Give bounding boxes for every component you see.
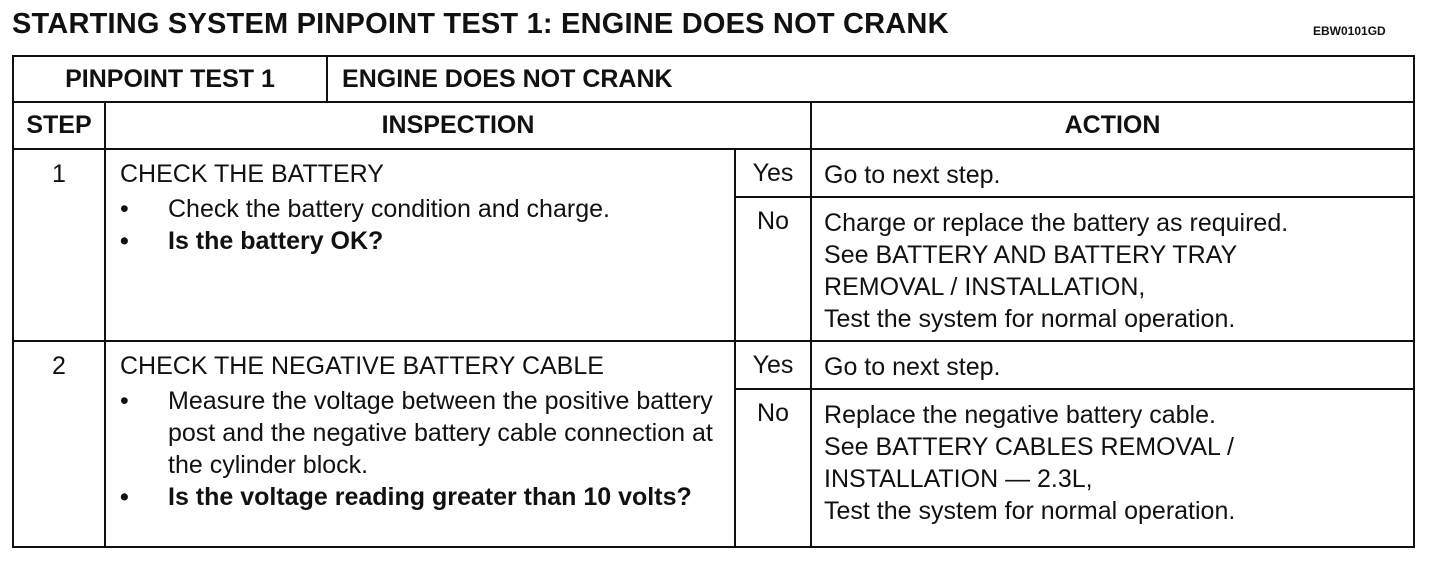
- bullet-question: Is the voltage reading greater than 10 volts?: [168, 482, 692, 511]
- list-item: • Is the voltage reading greater than 10 volts?: [120, 482, 692, 511]
- test-header-row: [13, 56, 1414, 102]
- list-item: • Is the battery OK?: [120, 227, 384, 256]
- page-title: STARTING SYSTEM PINPOINT TEST 1: ENGINE DOES NOT CRANK: [12, 8, 949, 40]
- no-action: [811, 389, 1414, 547]
- bullet-question: Is the battery OK?: [168, 227, 384, 256]
- action-line: See BATTERY AND BATTERY TRAY: [824, 241, 1238, 270]
- action-line: INSTALLATION — 2.3L,: [824, 464, 1093, 493]
- pinpoint-test-table: [12, 55, 1415, 548]
- inspection-heading: CHECK THE BATTERY: [120, 160, 384, 189]
- action-line: Go to next step.: [824, 352, 1001, 381]
- action-line: Go to next step.: [824, 161, 1001, 190]
- action-column-header: ACTION: [811, 102, 1414, 149]
- table-row: [13, 341, 1414, 389]
- no-action: [811, 197, 1414, 340]
- action-line: Charge or replace the battery as required.: [824, 209, 1289, 238]
- action-line: Replace the negative battery cable.: [824, 400, 1216, 429]
- bullet-text: Measure the voltage between the positive battery post and the negative battery cable connection at the cylinder block.: [168, 386, 713, 479]
- no-label: No: [735, 389, 811, 547]
- step-number: 2: [13, 341, 105, 547]
- yes-action: [811, 341, 1414, 389]
- inspection-bullets: [120, 193, 724, 257]
- bullet-text: Check the battery condition and charge.: [168, 195, 610, 224]
- inspection-heading: CHECK THE NEGATIVE BATTERY CABLE: [120, 351, 604, 380]
- inspection-column-header: INSPECTION: [105, 102, 811, 149]
- yes-label: Yes: [735, 149, 811, 197]
- column-header-row: [13, 102, 1414, 149]
- test-name: ENGINE DOES NOT CRANK: [327, 56, 1414, 102]
- step-column-header: STEP: [13, 102, 105, 149]
- list-item: • Check the battery condition and charge.: [120, 195, 610, 224]
- action-line: See BATTERY CABLES REMOVAL /: [824, 432, 1234, 461]
- action-line: REMOVAL / INSTALLATION,: [824, 273, 1146, 302]
- inspection-cell: [105, 149, 735, 340]
- action-line: Test the system for normal operation.: [824, 496, 1236, 525]
- list-item: • Measure the voltage between the positive battery post and the negative battery cable connection at the cylinder block.: [120, 386, 713, 479]
- inspection-cell: [105, 341, 735, 547]
- no-label: No: [735, 197, 811, 340]
- yes-action: [811, 149, 1414, 197]
- yes-label: Yes: [735, 341, 811, 389]
- table-row: [13, 149, 1414, 197]
- test-label: PINPOINT TEST 1: [13, 56, 327, 102]
- action-line: Test the system for normal operation.: [824, 305, 1236, 334]
- inspection-bullets: [120, 385, 724, 513]
- step-number: 1: [13, 149, 105, 340]
- document-code: EBW0101GD: [1313, 24, 1386, 38]
